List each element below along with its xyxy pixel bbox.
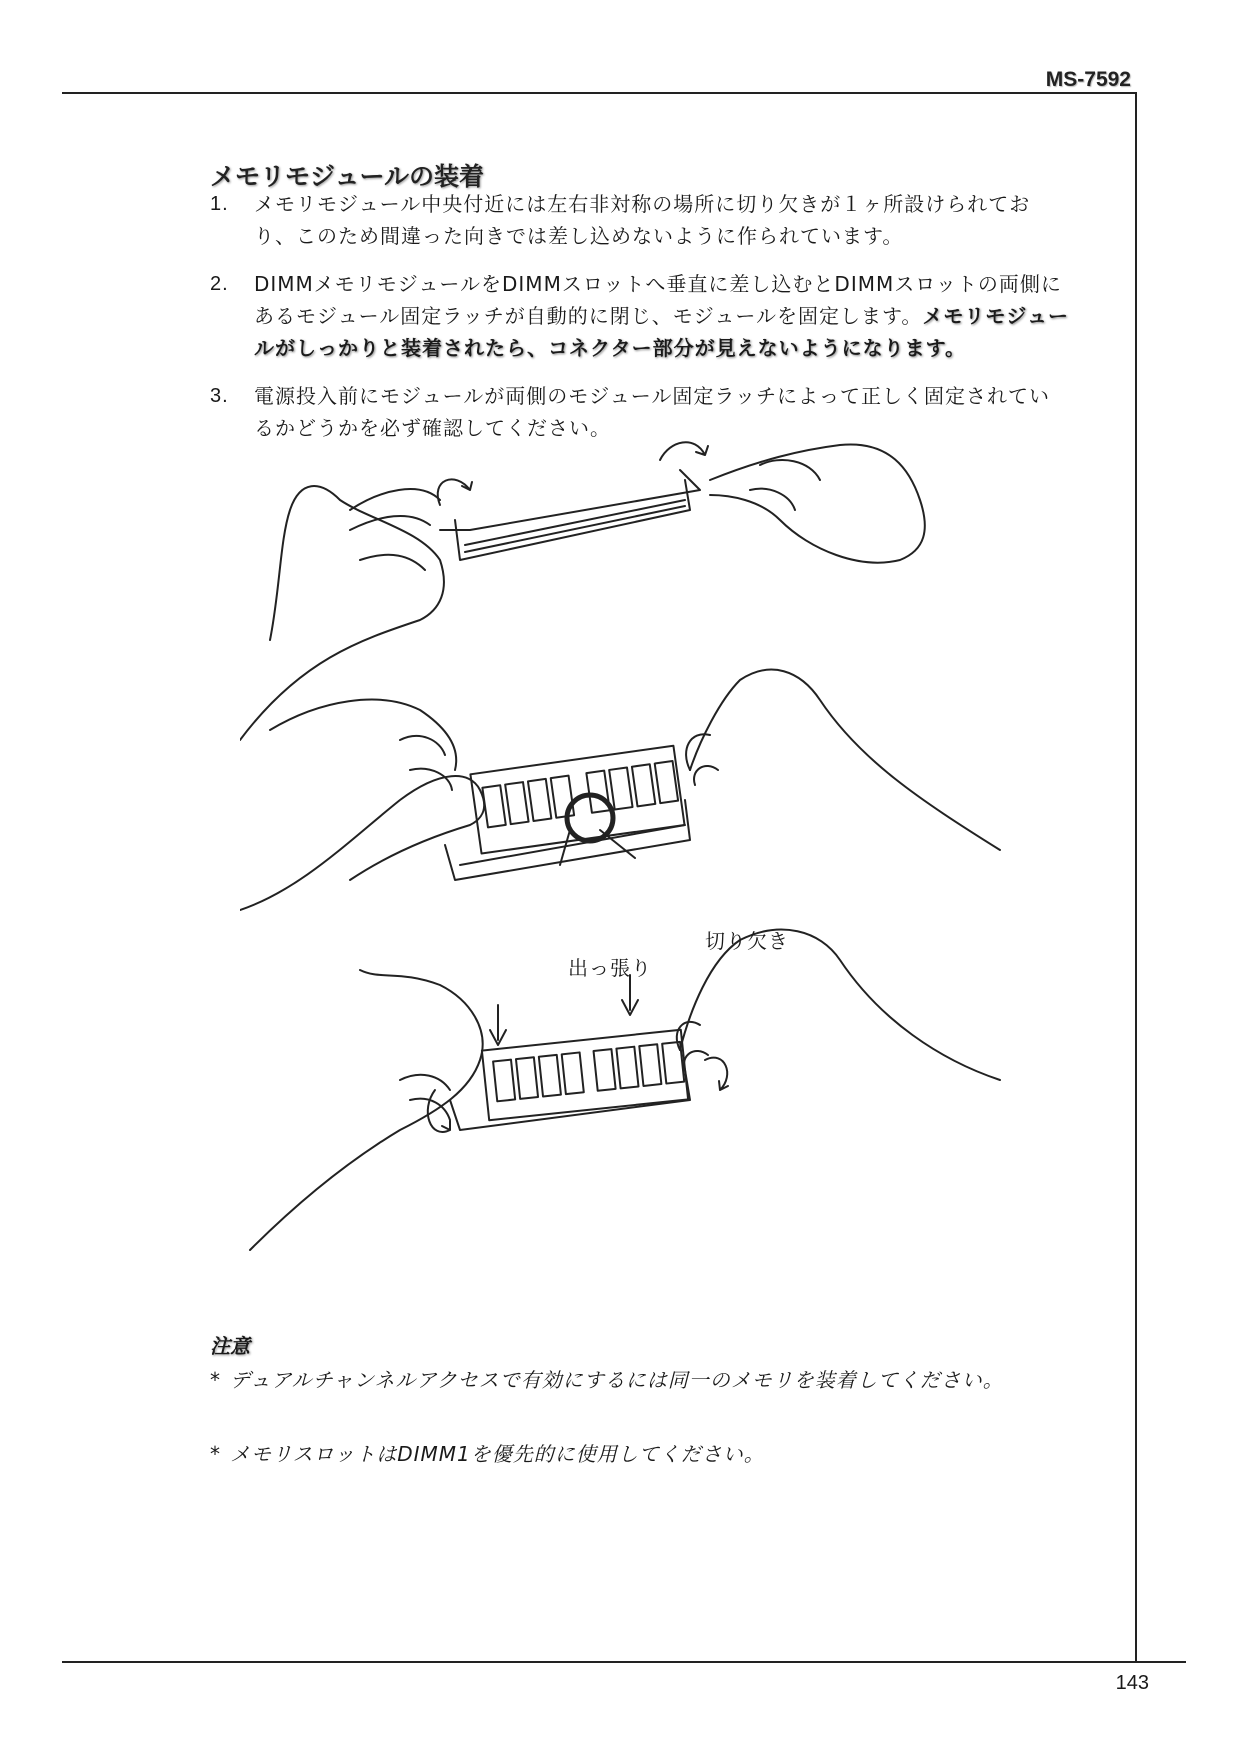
instruction-step	[210, 380, 1070, 444]
open-slot-panel	[240, 442, 925, 740]
instruction-list	[210, 188, 1070, 460]
key-label: 出っ張り	[568, 956, 652, 980]
left-hand-back	[270, 700, 456, 770]
right-hand	[710, 444, 925, 562]
note-item	[210, 1364, 1080, 1396]
latch-open-arrow-right	[660, 442, 708, 460]
note-text: デュアルチャンネルアクセスで有効にするには同一のメモリを装着してください。	[230, 1368, 1004, 1392]
footer-rule	[62, 1661, 1186, 1663]
step-number: 3.	[210, 385, 229, 407]
note-item	[210, 1438, 1080, 1470]
latch-open-arrow-left	[438, 479, 472, 505]
section-title: メモリモジュールの装着	[210, 162, 485, 191]
margin-rule	[1135, 92, 1137, 1662]
align-module-panel	[240, 670, 1000, 910]
slot-top-edge	[440, 470, 700, 530]
memory-chips	[493, 1042, 684, 1101]
model-number: MS-7592	[1045, 68, 1131, 91]
left-hand-fingers	[400, 736, 452, 790]
instruction-step	[210, 268, 1070, 364]
instruction-step	[210, 188, 1070, 252]
latch-close-arrow-right	[705, 1058, 728, 1090]
press-down-arrow-left	[490, 1005, 506, 1045]
dimm-slot	[450, 1070, 690, 1130]
step-emphasis: メモリモジュールがしっかりと装着されたら、コネクター部分が見えないようになります。	[254, 304, 1070, 360]
notch-label: 切り欠き	[705, 929, 789, 953]
left-hand	[250, 970, 483, 1250]
empty-dimm-slot	[455, 480, 690, 560]
header-rule	[62, 92, 1137, 94]
right-hand-fingers	[750, 460, 820, 510]
note-bullet: *	[210, 1442, 221, 1466]
note-title: 注意	[210, 1334, 250, 1358]
step-text: メモリモジュール中央付近には左右非対称の場所に切り欠きが１ヶ所設けられており、このため間違った向きでは差し込めないように作られています。	[254, 192, 1031, 248]
press-down-arrow-right	[622, 975, 638, 1015]
note-text: メモリスロットはDIMM1を優先的に使用してください。	[230, 1442, 765, 1466]
left-hand-fingers	[350, 489, 440, 570]
left-hand	[240, 776, 484, 910]
step-text: DIMMメモリモジュールをDIMMスロットへ垂直に差し込むとDIMMスロットの両側にあるモジュール固定ラッチが自動的に閉じ、モジュールを固定します。	[254, 272, 1062, 328]
page-number: 143	[1115, 1672, 1149, 1694]
step-text: 電源投入前にモジュールが両側のモジュール固定ラッチによって正しく固定されているかどうかを必ず確認してください。	[254, 384, 1050, 440]
left-hand-fingers	[400, 1075, 450, 1120]
step-number: 1.	[210, 193, 229, 215]
note-bullet: *	[210, 1368, 221, 1392]
latch-close-arrow-left	[428, 1090, 450, 1132]
step-number: 2.	[210, 273, 229, 295]
memory-installation-illustration	[240, 440, 1120, 1320]
memory-chips	[482, 761, 678, 827]
right-hand	[690, 670, 1000, 850]
